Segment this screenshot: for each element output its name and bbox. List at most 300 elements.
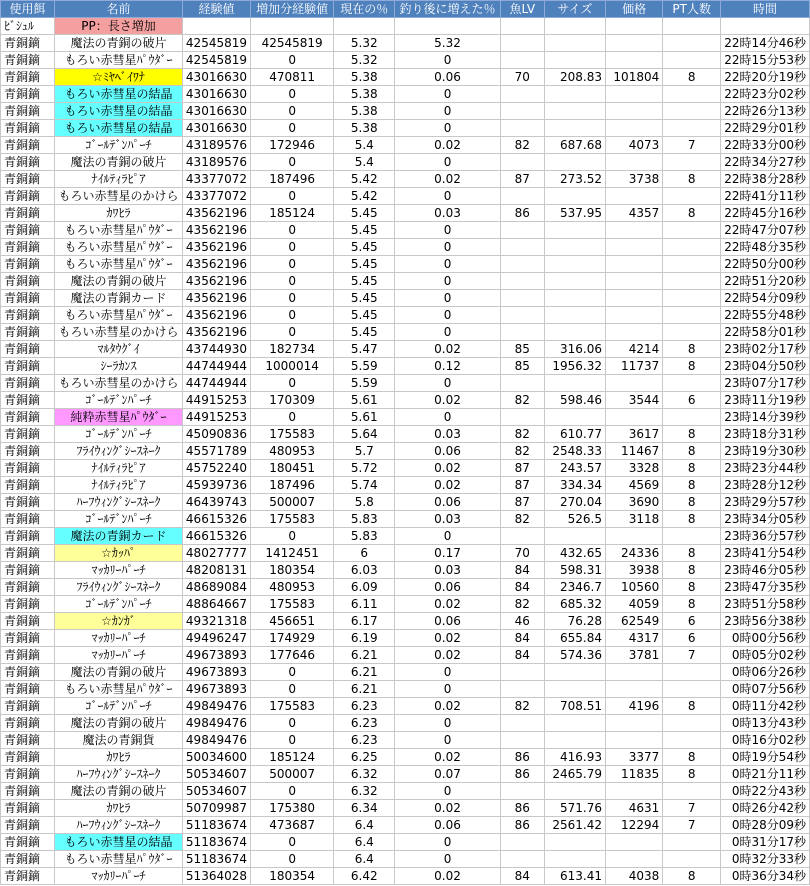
bait-cell[interactable]: 青銅鏑: [1, 341, 55, 358]
price-cell[interactable]: 4214: [606, 341, 663, 358]
header-exp[interactable]: 経験値: [182, 1, 250, 18]
time-cell[interactable]: 22時54分09秒: [721, 290, 810, 307]
fish-lv-cell[interactable]: 87: [500, 494, 544, 511]
size-cell[interactable]: 2465.79: [544, 766, 605, 783]
size-cell[interactable]: 526.5: [544, 511, 605, 528]
pt-count-cell[interactable]: [663, 681, 721, 698]
current-pct-cell[interactable]: 6.23: [334, 715, 395, 732]
size-cell[interactable]: [544, 52, 605, 69]
pt-count-cell[interactable]: 8: [663, 562, 721, 579]
name-cell[interactable]: ☆ｶｯﾊﾟ: [55, 545, 183, 562]
name-cell[interactable]: もろい赤彗星の結晶: [55, 86, 183, 103]
fish-lv-cell[interactable]: [500, 783, 544, 800]
time-cell[interactable]: 22時47分07秒: [721, 222, 810, 239]
price-cell[interactable]: [606, 732, 663, 749]
fish-lv-cell[interactable]: [500, 681, 544, 698]
fish-lv-cell[interactable]: 70: [500, 69, 544, 86]
header-size[interactable]: サイズ: [544, 1, 605, 18]
current-pct-cell[interactable]: 5.61: [334, 409, 395, 426]
bait-cell[interactable]: 青銅鏑: [1, 290, 55, 307]
pct-increase-cell[interactable]: 0: [395, 528, 501, 545]
name-cell[interactable]: 魔法の青銅貨: [55, 732, 183, 749]
current-pct-cell[interactable]: 5.83: [334, 511, 395, 528]
current-pct-cell[interactable]: 5.72: [334, 460, 395, 477]
exp-increase-cell[interactable]: 0: [251, 120, 334, 137]
exp-increase-cell[interactable]: 0: [251, 715, 334, 732]
size-cell[interactable]: 687.68: [544, 137, 605, 154]
exp-increase-cell[interactable]: 0: [251, 732, 334, 749]
exp-increase-cell[interactable]: 1000014: [251, 358, 334, 375]
pct-increase-cell[interactable]: 0: [395, 664, 501, 681]
time-cell[interactable]: 23時29分57秒: [721, 494, 810, 511]
current-pct-cell[interactable]: 6.4: [334, 834, 395, 851]
bait-cell[interactable]: 青銅鏑: [1, 834, 55, 851]
fish-lv-cell[interactable]: 87: [500, 171, 544, 188]
pt-count-cell[interactable]: [663, 664, 721, 681]
time-cell[interactable]: 22時29分01秒: [721, 120, 810, 137]
bait-cell[interactable]: 青銅鏑: [1, 817, 55, 834]
pct-increase-cell[interactable]: 0.02: [395, 137, 501, 154]
bait-cell[interactable]: 青銅鏑: [1, 205, 55, 222]
header-pt-count[interactable]: PT人数: [663, 1, 721, 18]
size-cell[interactable]: [544, 35, 605, 52]
size-cell[interactable]: 334.34: [544, 477, 605, 494]
exp-cell[interactable]: 43016630: [182, 69, 250, 86]
exp-increase-cell[interactable]: 0: [251, 834, 334, 851]
pt-count-cell[interactable]: 6: [663, 630, 721, 647]
pct-increase-cell[interactable]: 0: [395, 103, 501, 120]
exp-increase-cell[interactable]: 0: [251, 222, 334, 239]
price-cell[interactable]: 3118: [606, 511, 663, 528]
fish-lv-cell[interactable]: 85: [500, 341, 544, 358]
exp-increase-cell[interactable]: 0: [251, 273, 334, 290]
price-cell[interactable]: [606, 154, 663, 171]
size-cell[interactable]: 537.95: [544, 205, 605, 222]
name-cell[interactable]: 魔法の青銅カード: [55, 290, 183, 307]
name-cell[interactable]: ｺﾞｰﾙﾃﾞﾝﾊﾟｰﾁ: [55, 511, 183, 528]
exp-cell[interactable]: 49673893: [182, 647, 250, 664]
pt-count-cell[interactable]: 8: [663, 494, 721, 511]
size-cell[interactable]: [544, 783, 605, 800]
name-cell[interactable]: PP：長さ増加: [55, 18, 183, 35]
fish-lv-cell[interactable]: 82: [500, 698, 544, 715]
size-cell[interactable]: [544, 715, 605, 732]
exp-cell[interactable]: 43562196: [182, 290, 250, 307]
fish-lv-cell[interactable]: [500, 188, 544, 205]
price-cell[interactable]: 101804: [606, 69, 663, 86]
bait-cell[interactable]: 青銅鏑: [1, 222, 55, 239]
pt-count-cell[interactable]: 8: [663, 69, 721, 86]
price-cell[interactable]: 62549: [606, 613, 663, 630]
fish-lv-cell[interactable]: [500, 86, 544, 103]
fish-lv-cell[interactable]: 86: [500, 766, 544, 783]
pct-increase-cell[interactable]: 0.06: [395, 817, 501, 834]
exp-increase-cell[interactable]: 172946: [251, 137, 334, 154]
exp-cell[interactable]: 45939736: [182, 477, 250, 494]
size-cell[interactable]: 610.77: [544, 426, 605, 443]
current-pct-cell[interactable]: 5.45: [334, 239, 395, 256]
name-cell[interactable]: 魔法の青銅の破片: [55, 783, 183, 800]
size-cell[interactable]: 270.04: [544, 494, 605, 511]
fish-lv-cell[interactable]: [500, 324, 544, 341]
exp-cell[interactable]: 43016630: [182, 86, 250, 103]
pct-increase-cell[interactable]: 0: [395, 375, 501, 392]
current-pct-cell[interactable]: 5.45: [334, 205, 395, 222]
size-cell[interactable]: 2346.7: [544, 579, 605, 596]
exp-increase-cell[interactable]: 0: [251, 307, 334, 324]
price-cell[interactable]: [606, 783, 663, 800]
name-cell[interactable]: もろい赤彗星のかけら: [55, 188, 183, 205]
pct-increase-cell[interactable]: 0.12: [395, 358, 501, 375]
pt-count-cell[interactable]: 8: [663, 749, 721, 766]
current-pct-cell[interactable]: 5.38: [334, 103, 395, 120]
pct-increase-cell[interactable]: 0.06: [395, 443, 501, 460]
name-cell[interactable]: もろい赤彗星ﾊﾟｳﾀﾞｰ: [55, 681, 183, 698]
price-cell[interactable]: 3938: [606, 562, 663, 579]
name-cell[interactable]: もろい赤彗星ﾊﾟｳﾀﾞｰ: [55, 239, 183, 256]
pct-increase-cell[interactable]: 0: [395, 52, 501, 69]
price-cell[interactable]: 3738: [606, 171, 663, 188]
price-cell[interactable]: 4357: [606, 205, 663, 222]
name-cell[interactable]: もろい赤彗星の結晶: [55, 834, 183, 851]
exp-increase-cell[interactable]: 0: [251, 154, 334, 171]
time-cell[interactable]: [721, 18, 810, 35]
pt-count-cell[interactable]: [663, 18, 721, 35]
current-pct-cell[interactable]: 5.4: [334, 137, 395, 154]
bait-cell[interactable]: 青銅鏑: [1, 35, 55, 52]
pct-increase-cell[interactable]: 0.02: [395, 800, 501, 817]
pct-increase-cell[interactable]: 0: [395, 256, 501, 273]
name-cell[interactable]: もろい赤彗星のかけら: [55, 324, 183, 341]
name-cell[interactable]: 魔法の青銅の破片: [55, 154, 183, 171]
price-cell[interactable]: [606, 715, 663, 732]
price-cell[interactable]: 4631: [606, 800, 663, 817]
pt-count-cell[interactable]: 8: [663, 205, 721, 222]
name-cell[interactable]: ﾏｯｶﾘｰﾊﾟｰﾁ: [55, 562, 183, 579]
fish-lv-cell[interactable]: [500, 375, 544, 392]
price-cell[interactable]: [606, 273, 663, 290]
bait-cell[interactable]: 青銅鏑: [1, 392, 55, 409]
fish-lv-cell[interactable]: 86: [500, 749, 544, 766]
size-cell[interactable]: [544, 290, 605, 307]
name-cell[interactable]: ﾊｰﾌｳｨﾝｸﾞｼｰｽﾈｰｸ: [55, 766, 183, 783]
name-cell[interactable]: ｶﾜﾋﾗ: [55, 800, 183, 817]
size-cell[interactable]: 571.76: [544, 800, 605, 817]
current-pct-cell[interactable]: 5.45: [334, 324, 395, 341]
exp-cell[interactable]: 43377072: [182, 188, 250, 205]
fish-lv-cell[interactable]: [500, 239, 544, 256]
size-cell[interactable]: [544, 154, 605, 171]
time-cell[interactable]: 0時28分09秒: [721, 817, 810, 834]
size-cell[interactable]: [544, 681, 605, 698]
time-cell[interactable]: 0時07分56秒: [721, 681, 810, 698]
size-cell[interactable]: 2561.42: [544, 817, 605, 834]
pt-count-cell[interactable]: 8: [663, 171, 721, 188]
header-time[interactable]: 時間: [721, 1, 810, 18]
pct-increase-cell[interactable]: 0: [395, 154, 501, 171]
current-pct-cell[interactable]: 6.11: [334, 596, 395, 613]
price-cell[interactable]: [606, 409, 663, 426]
pct-increase-cell[interactable]: 5.32: [395, 35, 501, 52]
fish-lv-cell[interactable]: 87: [500, 477, 544, 494]
name-cell[interactable]: 魔法の青銅の破片: [55, 664, 183, 681]
pt-count-cell[interactable]: [663, 154, 721, 171]
current-pct-cell[interactable]: 5.32: [334, 35, 395, 52]
bait-cell[interactable]: 青銅鏑: [1, 426, 55, 443]
pt-count-cell[interactable]: 6: [663, 392, 721, 409]
name-cell[interactable]: ﾏｯｶﾘｰﾊﾟｰﾁ: [55, 868, 183, 885]
time-cell[interactable]: 23時56分38秒: [721, 613, 810, 630]
time-cell[interactable]: 23時28分12秒: [721, 477, 810, 494]
bait-cell[interactable]: 青銅鏑: [1, 188, 55, 205]
fish-lv-cell[interactable]: [500, 528, 544, 545]
name-cell[interactable]: 魔法の青銅の破片: [55, 35, 183, 52]
exp-increase-cell[interactable]: 0: [251, 256, 334, 273]
exp-increase-cell[interactable]: 0: [251, 86, 334, 103]
bait-cell[interactable]: 青銅鏑: [1, 69, 55, 86]
name-cell[interactable]: 魔法の青銅カード: [55, 528, 183, 545]
name-cell[interactable]: もろい赤彗星のかけら: [55, 375, 183, 392]
current-pct-cell[interactable]: 6.23: [334, 732, 395, 749]
pct-increase-cell[interactable]: 0.03: [395, 562, 501, 579]
fish-lv-cell[interactable]: 46: [500, 613, 544, 630]
price-cell[interactable]: 10560: [606, 579, 663, 596]
exp-cell[interactable]: 51183674: [182, 851, 250, 868]
name-cell[interactable]: ﾌﾗｲｳｨﾝｸﾞｼｰｽﾈｰｸ: [55, 579, 183, 596]
size-cell[interactable]: 208.83: [544, 69, 605, 86]
pt-count-cell[interactable]: [663, 732, 721, 749]
exp-increase-cell[interactable]: 0: [251, 239, 334, 256]
current-pct-cell[interactable]: 6.21: [334, 647, 395, 664]
exp-cell[interactable]: 48027777: [182, 545, 250, 562]
size-cell[interactable]: [544, 834, 605, 851]
exp-cell[interactable]: 44744944: [182, 375, 250, 392]
price-cell[interactable]: 3781: [606, 647, 663, 664]
pct-increase-cell[interactable]: 0: [395, 783, 501, 800]
time-cell[interactable]: 23時41分54秒: [721, 545, 810, 562]
size-cell[interactable]: 432.65: [544, 545, 605, 562]
price-cell[interactable]: 4038: [606, 868, 663, 885]
time-cell[interactable]: 23時11分19秒: [721, 392, 810, 409]
name-cell[interactable]: もろい赤彗星ﾊﾟｳﾀﾞｰ: [55, 256, 183, 273]
pct-increase-cell[interactable]: 0.02: [395, 868, 501, 885]
name-cell[interactable]: 純粋赤彗星ﾊﾟｳﾀﾞｰ: [55, 409, 183, 426]
pt-count-cell[interactable]: 7: [663, 800, 721, 817]
time-cell[interactable]: 22時50分00秒: [721, 256, 810, 273]
bait-cell[interactable]: 青銅鏑: [1, 375, 55, 392]
current-pct-cell[interactable]: 5.4: [334, 154, 395, 171]
pct-increase-cell[interactable]: 0: [395, 732, 501, 749]
current-pct-cell[interactable]: 5.32: [334, 52, 395, 69]
name-cell[interactable]: ﾏﾙﾀｳｸﾞｲ: [55, 341, 183, 358]
pct-increase-cell[interactable]: 0.06: [395, 579, 501, 596]
current-pct-cell[interactable]: 6.21: [334, 681, 395, 698]
current-pct-cell[interactable]: 6.21: [334, 664, 395, 681]
bait-cell[interactable]: 青銅鏑: [1, 528, 55, 545]
pt-count-cell[interactable]: [663, 120, 721, 137]
fish-lv-cell[interactable]: 82: [500, 426, 544, 443]
fish-lv-cell[interactable]: [500, 103, 544, 120]
size-cell[interactable]: [544, 273, 605, 290]
name-cell[interactable]: ｺﾞｰﾙﾃﾞﾝﾊﾟｰﾁ: [55, 137, 183, 154]
time-cell[interactable]: 22時58分01秒: [721, 324, 810, 341]
pct-increase-cell[interactable]: 0: [395, 188, 501, 205]
exp-cell[interactable]: [182, 18, 250, 35]
time-cell[interactable]: 0時26分42秒: [721, 800, 810, 817]
pt-count-cell[interactable]: [663, 86, 721, 103]
bait-cell[interactable]: 青銅鏑: [1, 171, 55, 188]
current-pct-cell[interactable]: 6.34: [334, 800, 395, 817]
current-pct-cell[interactable]: 6.4: [334, 817, 395, 834]
size-cell[interactable]: [544, 409, 605, 426]
bait-cell[interactable]: 青銅鏑: [1, 613, 55, 630]
exp-increase-cell[interactable]: 470811: [251, 69, 334, 86]
time-cell[interactable]: 0時16分02秒: [721, 732, 810, 749]
price-cell[interactable]: 4317: [606, 630, 663, 647]
price-cell[interactable]: 3377: [606, 749, 663, 766]
time-cell[interactable]: 0時21分11秒: [721, 766, 810, 783]
fish-lv-cell[interactable]: 82: [500, 392, 544, 409]
exp-increase-cell[interactable]: 175380: [251, 800, 334, 817]
current-pct-cell[interactable]: 6.03: [334, 562, 395, 579]
exp-cell[interactable]: 48864667: [182, 596, 250, 613]
size-cell[interactable]: [544, 86, 605, 103]
exp-increase-cell[interactable]: 175583: [251, 426, 334, 443]
price-cell[interactable]: [606, 120, 663, 137]
pt-count-cell[interactable]: [663, 715, 721, 732]
pct-increase-cell[interactable]: 0.02: [395, 630, 501, 647]
exp-increase-cell[interactable]: 0: [251, 324, 334, 341]
name-cell[interactable]: ｺﾞｰﾙﾃﾞﾝﾊﾟｰﾁ: [55, 426, 183, 443]
pct-increase-cell[interactable]: 0: [395, 409, 501, 426]
exp-cell[interactable]: 43016630: [182, 120, 250, 137]
exp-cell[interactable]: 43562196: [182, 307, 250, 324]
header-bait[interactable]: 使用餌: [1, 1, 55, 18]
fish-lv-cell[interactable]: [500, 834, 544, 851]
size-cell[interactable]: 598.31: [544, 562, 605, 579]
time-cell[interactable]: 22時34分27秒: [721, 154, 810, 171]
exp-cell[interactable]: 50534607: [182, 783, 250, 800]
pct-increase-cell[interactable]: 0.02: [395, 477, 501, 494]
pct-increase-cell[interactable]: 0: [395, 273, 501, 290]
pct-increase-cell[interactable]: 0.02: [395, 171, 501, 188]
pct-increase-cell[interactable]: 0.02: [395, 749, 501, 766]
fish-lv-cell[interactable]: 84: [500, 647, 544, 664]
pct-increase-cell[interactable]: 0: [395, 715, 501, 732]
fish-lv-cell[interactable]: [500, 732, 544, 749]
current-pct-cell[interactable]: 5.42: [334, 171, 395, 188]
exp-cell[interactable]: 44915253: [182, 409, 250, 426]
exp-increase-cell[interactable]: 0: [251, 188, 334, 205]
size-cell[interactable]: [544, 664, 605, 681]
price-cell[interactable]: [606, 35, 663, 52]
name-cell[interactable]: ｺﾞｰﾙﾃﾞﾝﾊﾟｰﾁ: [55, 392, 183, 409]
size-cell[interactable]: [544, 324, 605, 341]
time-cell[interactable]: 23時36分57秒: [721, 528, 810, 545]
current-pct-cell[interactable]: 5.59: [334, 375, 395, 392]
pt-count-cell[interactable]: 8: [663, 460, 721, 477]
fish-lv-cell[interactable]: [500, 851, 544, 868]
bait-cell[interactable]: 青銅鏑: [1, 698, 55, 715]
fish-lv-cell[interactable]: [500, 273, 544, 290]
price-cell[interactable]: [606, 664, 663, 681]
bait-cell[interactable]: 青銅鏑: [1, 477, 55, 494]
exp-increase-cell[interactable]: 42545819: [251, 35, 334, 52]
fish-lv-cell[interactable]: 85: [500, 358, 544, 375]
exp-cell[interactable]: 44744944: [182, 358, 250, 375]
price-cell[interactable]: 4569: [606, 477, 663, 494]
price-cell[interactable]: [606, 188, 663, 205]
exp-cell[interactable]: 43562196: [182, 205, 250, 222]
time-cell[interactable]: 23時46分05秒: [721, 562, 810, 579]
exp-increase-cell[interactable]: 180354: [251, 868, 334, 885]
name-cell[interactable]: ﾅｲﾙﾃｨﾗﾋﾟｱ: [55, 171, 183, 188]
size-cell[interactable]: 416.93: [544, 749, 605, 766]
current-pct-cell[interactable]: 6.19: [334, 630, 395, 647]
size-cell[interactable]: 613.41: [544, 868, 605, 885]
size-cell[interactable]: [544, 851, 605, 868]
exp-increase-cell[interactable]: [251, 18, 334, 35]
price-cell[interactable]: [606, 18, 663, 35]
time-cell[interactable]: 23時47分35秒: [721, 579, 810, 596]
exp-increase-cell[interactable]: 0: [251, 52, 334, 69]
pct-increase-cell[interactable]: [395, 18, 501, 35]
price-cell[interactable]: [606, 324, 663, 341]
pct-increase-cell[interactable]: 0: [395, 324, 501, 341]
price-cell[interactable]: 3690: [606, 494, 663, 511]
pt-count-cell[interactable]: 8: [663, 766, 721, 783]
pct-increase-cell[interactable]: 0.03: [395, 426, 501, 443]
exp-cell[interactable]: 45090836: [182, 426, 250, 443]
pt-count-cell[interactable]: [663, 375, 721, 392]
exp-increase-cell[interactable]: 180354: [251, 562, 334, 579]
exp-cell[interactable]: 49849476: [182, 732, 250, 749]
exp-cell[interactable]: 43562196: [182, 239, 250, 256]
size-cell[interactable]: [544, 256, 605, 273]
time-cell[interactable]: 23時34分05秒: [721, 511, 810, 528]
current-pct-cell[interactable]: 6.17: [334, 613, 395, 630]
time-cell[interactable]: 22時20分19秒: [721, 69, 810, 86]
bait-cell[interactable]: 青銅鏑: [1, 732, 55, 749]
price-cell[interactable]: [606, 307, 663, 324]
time-cell[interactable]: 22時55分48秒: [721, 307, 810, 324]
time-cell[interactable]: 0時06分26秒: [721, 664, 810, 681]
current-pct-cell[interactable]: 6.42: [334, 868, 395, 885]
pt-count-cell[interactable]: 6: [663, 613, 721, 630]
current-pct-cell[interactable]: [334, 18, 395, 35]
pct-increase-cell[interactable]: 0.03: [395, 205, 501, 222]
exp-cell[interactable]: 49849476: [182, 698, 250, 715]
exp-cell[interactable]: 43562196: [182, 324, 250, 341]
exp-increase-cell[interactable]: 0: [251, 783, 334, 800]
fish-lv-cell[interactable]: 86: [500, 800, 544, 817]
time-cell[interactable]: 22時51分20秒: [721, 273, 810, 290]
size-cell[interactable]: 243.57: [544, 460, 605, 477]
price-cell[interactable]: 4073: [606, 137, 663, 154]
bait-cell[interactable]: 青銅鏑: [1, 409, 55, 426]
time-cell[interactable]: 22時14分46秒: [721, 35, 810, 52]
pct-increase-cell[interactable]: 0.03: [395, 511, 501, 528]
exp-cell[interactable]: 51183674: [182, 834, 250, 851]
exp-increase-cell[interactable]: 185124: [251, 205, 334, 222]
fish-lv-cell[interactable]: 82: [500, 596, 544, 613]
pt-count-cell[interactable]: [663, 307, 721, 324]
pt-count-cell[interactable]: 8: [663, 579, 721, 596]
current-pct-cell[interactable]: 6.09: [334, 579, 395, 596]
exp-increase-cell[interactable]: 170309: [251, 392, 334, 409]
price-cell[interactable]: [606, 375, 663, 392]
time-cell[interactable]: 22時48分35秒: [721, 239, 810, 256]
